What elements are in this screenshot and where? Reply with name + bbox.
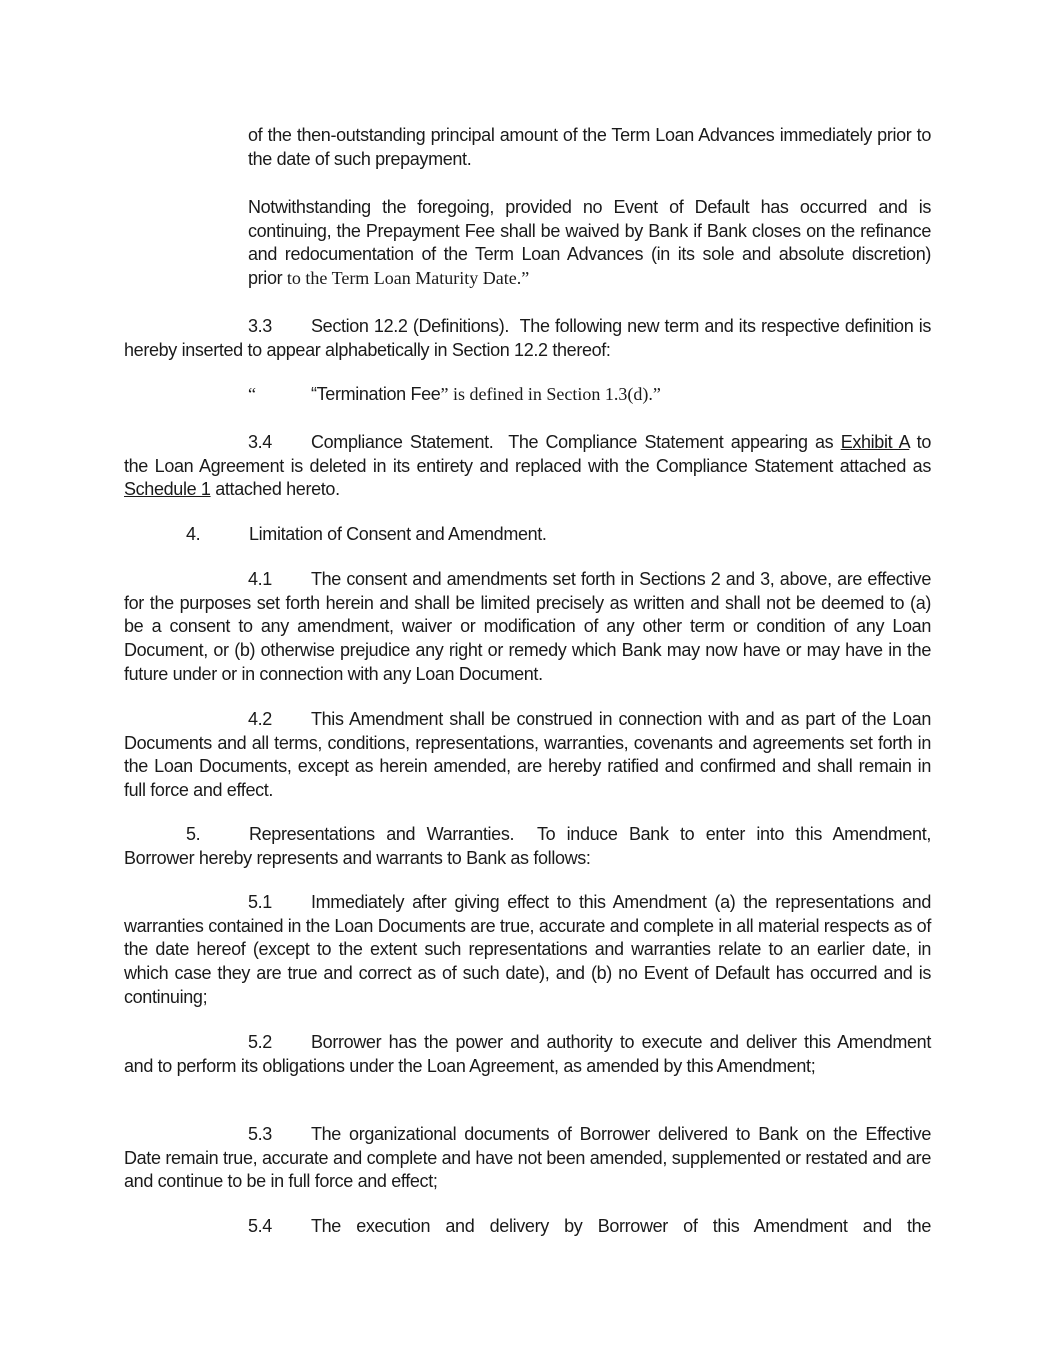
section-heading: Section 12.2 (Definitions).: [311, 316, 509, 336]
section-body: To induce Bank to enter into this Amendment, Borrower hereby represents and warrants to Bank as follows:: [124, 824, 931, 868]
section-number: 5.2: [248, 1032, 272, 1052]
section-5-4: [124, 1215, 931, 1239]
section-number: 5.4: [248, 1216, 272, 1236]
section-body: The execution and delivery by Borrower of this Amendment and the: [311, 1216, 931, 1236]
section-body: Immediately after giving effect to this Amendment (a) the representations and warranties contained in the Loan Documents are true, accurate and complete in all material respects as of the date hereof (except to the extent such representations and warranties relate to an earlier date, in which case they are true and correct as of such date), and (b) no Event of Default has occurred and is continuing;: [124, 892, 931, 1007]
paragraph-prepayment-fee-waiver: [248, 196, 931, 291]
definition-text: ” is defined in Section 1.3(d).”: [440, 384, 661, 404]
section-5: [124, 823, 931, 870]
section-body: The following new term and its respective definition is hereby inserted to appear alphabetically in Section 12.2 thereof:: [124, 316, 931, 360]
section-body: This Amendment shall be construed in connection with and as part of the Loan Documents and all terms, conditions, representations, warranties, covenants and agreements set forth in the Loan Documents, except as herein amended, are hereby ratified and confirmed and shall remain in full force and effect.: [124, 709, 931, 801]
section-number: 5.1: [248, 892, 272, 912]
section-body: The consent and amendments set forth in Sections 2 and 3, above, are effective for the purposes set forth herein and shall be limited precisely as written and shall not be deemed to (a) be a consent to any amendment, waiver or modification of any other term or condition of any Loan Document, or (b) otherwise prejudice any right or remedy which Bank may now have or may have in the future under or in connection with any Loan Document.: [124, 569, 931, 684]
section-heading: Compliance Statement.: [311, 432, 494, 452]
defined-term: “Termination Fee: [311, 384, 441, 404]
paragraph-prepayment-tail: [248, 124, 931, 171]
section-body: to the Loan Agreement is deleted in its entirety and replaced with the Compliance Statement attached as: [124, 432, 931, 476]
section-5-1: [124, 891, 931, 1010]
section-body: attached hereto.: [210, 479, 340, 500]
section-5-2: [124, 1031, 931, 1078]
schedule-1-reference: Schedule 1: [124, 479, 211, 500]
section-number: 5.: [186, 824, 201, 844]
section-heading: Limitation of Consent and Amendment.: [249, 524, 547, 544]
section-number: 3.4: [248, 432, 272, 452]
section-4-heading: [186, 523, 931, 547]
section-body: The Compliance Statement appearing as: [508, 432, 841, 452]
section-body: Borrower has the power and authority to execute and deliver this Amendment and to perform its obligations under the Loan Agreement, as amended by this Amendment;: [124, 1032, 931, 1076]
section-heading: Representations and Warranties.: [249, 824, 515, 844]
section-4-2: [124, 708, 931, 803]
section-number: 4.2: [248, 709, 272, 729]
paragraph-text-serif: to the Term Loan Maturity Date.”: [286, 268, 530, 289]
definition-termination-fee: [248, 383, 931, 407]
section-number: 5.3: [248, 1124, 272, 1144]
open-quote: “: [248, 384, 256, 404]
section-number: 4.: [186, 524, 201, 544]
exhibit-a-reference: Exhibit A: [840, 432, 910, 452]
section-number: 4.1: [248, 569, 272, 589]
section-5-3: [124, 1123, 931, 1194]
section-3-4: [124, 431, 931, 502]
section-number: 3.3: [248, 316, 272, 336]
paragraph-text: Notwithstanding the foregoing, provided no Event of Default has occurred and is continuing, the Prepayment Fee shall be waived by Bank if Bank closes on the refinance and redocumentation of the Term Loan Advances (in its sole and absolute discretion) prior: [248, 197, 931, 289]
paragraph-text: of the then-outstanding principal amount of the Term Loan Advances immediately prior to the date of such prepayment.: [248, 125, 931, 169]
section-body: The organizational documents of Borrower delivered to Bank on the Effective Date remain true, accurate and complete and have not been amended, supplemented or restated and are and continue to be in full force and effect;: [124, 1124, 931, 1192]
section-4-1: [124, 568, 931, 687]
section-3-3: [124, 315, 931, 362]
